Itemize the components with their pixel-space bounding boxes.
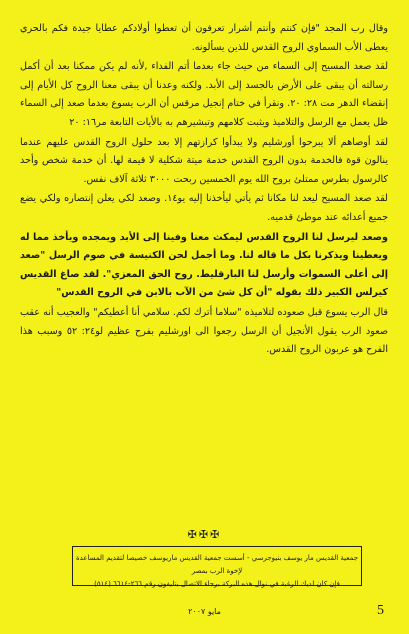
article-body: [20, 20, 388, 361]
paragraph-6: قال الرب يسوع قبل صعوده لتلاميذه "سلاما أترك لكم. سلامي أنا أعطيكم" والعجيب أنه عقب صعود الرب يقول الأنجيل أن الرسل رجعوا الى اورشليم بفرح عظيم لو٢٤: ٥٢ وسبب هذا الفرح هو عربون الروح القدس.: [20, 306, 388, 356]
paragraph-5: وصعد ليرسل لنا الروح القدس ليمكث معنا وفينا إلى الأبد ويمجده ويأخذ مما له ويعطينا ويذكرنا بكل ما قاله لنا. وما أجمل لحن الكنيسة في صوم الرسل "صعد إلى أعلى السموات وأرسل لنا البارقليط. روح الحق المعزي". لقد صاغ القديس كيرلس الكبير ذلك بقوله "أن كل شئ من الآب بالابن في الروح القدس": [20, 231, 388, 299]
page-number: 5: [377, 603, 384, 618]
footer-line-2: فإن كان لديك الرغبة في نوال هذه البركة برجاء الاتصال بتليفون رقم ٢٦٦-٦٦١٤ (٥١٤): [94, 580, 340, 588]
cross-ornaments: ✠✠✠: [187, 528, 222, 541]
paragraph-4: لقد صعد المسيح ليعد لنا مكانا ثم يأتي ليأخذنا إليه يو١٤. وصعد لكي يعلن إنتصاره ولكي يضع جميع أعدائه عند موطئ قدميه.: [20, 193, 388, 223]
paragraph-2: لقد صعد المسيح إلى السماء من حيث جاء بعدما أتم الفداء ,لأنه لم يكن ممكنا بعد أن أكمل رسالته أن يبقى على الأرض بالجسد إلى الأبد. ولكنه وعدنا أن يبقى معنا الروح كل الأيام إلى إنقضاء الدهر مت ٢٨: ٢٠. ونقرأ في ختام إنجيل مرقس أن الرب يسوع بعدما صعد إلى السماء ظل يعمل مع الرسل والتلاميذ ويثبت كلامهم وتبشيرهم به بالأيات التابعة مر١٦: ٢٠: [20, 61, 388, 128]
paragraph-1: وقال رب المجد "فإن كنتم وأنتم أشرار تعرفون أن تعطوا أولادكم عطايا جيدة فكم بالحري يعطى الأب السماوي الروح القدس للذين يسألونه.: [20, 23, 388, 53]
issue-date: مايو ٢٠٠٧: [188, 607, 221, 616]
footer-line-1: جمعية القديس مار يوسف بنيوجرسي - أسست جمعية القديس ماريوسف خصيصا لتقديم المساعدة لإخوة الرب بمصر: [75, 554, 359, 575]
footer-notice-box: [72, 546, 362, 586]
paragraph-3: لقد أوصاهم ألا يبرحوا أورشليم ولا يبدأوا كرازتهم إلا بعد حلول الروح القدس عليهم عندما ينالون قوة فالخدمة بدون الروح القدس خدمة ميتة شكلية لا قيمة لها. أن خدمة شخص وأحد كالرسول بطرس ممتلئ بروح الله يوم الخمسين ربحت ٣٠٠٠ ثلاثة آلاف نفس.: [20, 136, 388, 185]
